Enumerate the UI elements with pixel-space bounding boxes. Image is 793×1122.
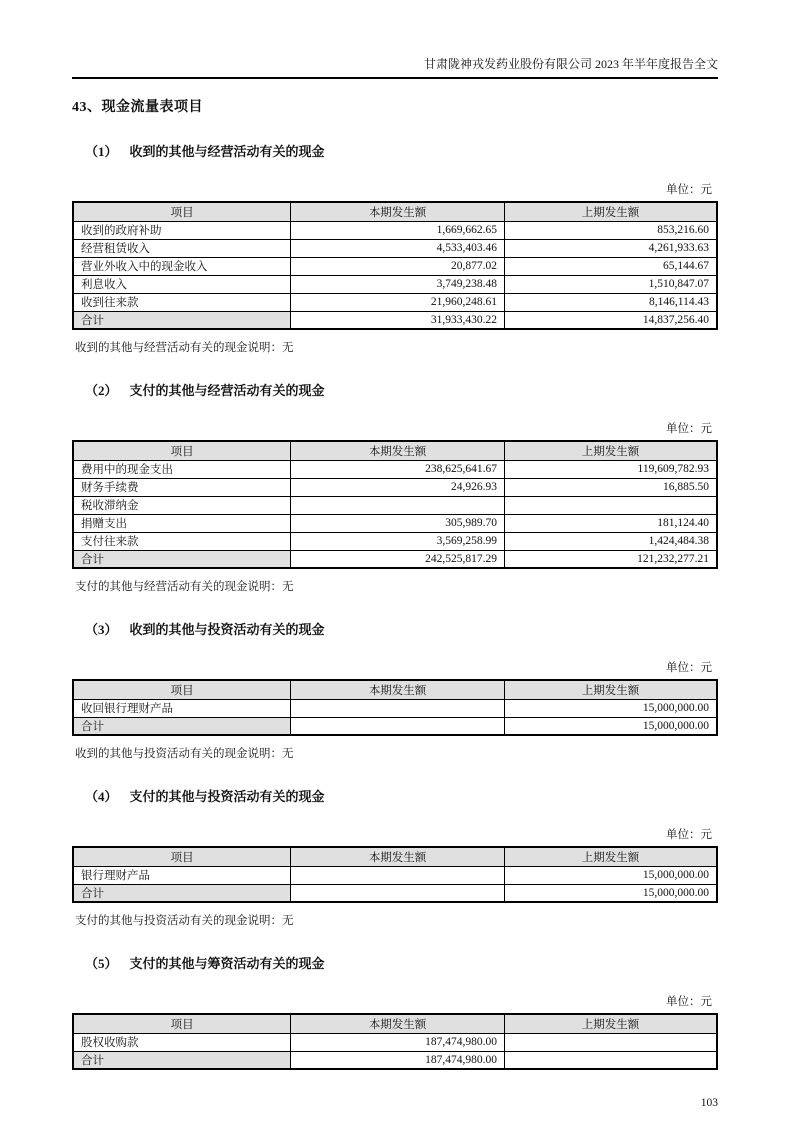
- row-label-cell: 营业外收入中的现金收入: [73, 257, 291, 275]
- subsection-heading: [72, 380, 718, 399]
- subsection-title: 支付的其他与经营活动有关的现金: [129, 383, 325, 398]
- value-cell: [291, 866, 505, 884]
- table-header-row: [73, 847, 717, 866]
- value-cell: [291, 699, 505, 717]
- column-header: 项目: [73, 1014, 291, 1033]
- subsection-number: （2）: [85, 383, 118, 398]
- table-head: [73, 202, 717, 221]
- value-cell: [504, 1051, 717, 1069]
- table-row: [73, 460, 717, 478]
- table-row: [73, 257, 717, 275]
- value-cell: 187,474,980.00: [291, 1033, 505, 1051]
- value-cell: 15,000,000.00: [504, 717, 717, 735]
- value-cell: [504, 496, 717, 514]
- value-cell: 15,000,000.00: [504, 866, 717, 884]
- table-row: [73, 221, 717, 239]
- table-header-row: [73, 202, 717, 221]
- subsection-heading: [72, 953, 718, 972]
- value-cell: 853,216.60: [504, 221, 717, 239]
- column-header: 上期发生额: [504, 847, 717, 866]
- subsection-heading: [72, 619, 718, 638]
- row-label-cell: 合计: [73, 884, 291, 902]
- column-header: 上期发生额: [504, 680, 717, 699]
- row-label-cell: 利息收入: [73, 275, 291, 293]
- table-body: [73, 866, 717, 902]
- table-note: 收到的其他与经营活动有关的现金说明：无: [75, 342, 294, 354]
- value-cell: 31,933,430.22: [291, 311, 505, 329]
- value-cell: 305,989.70: [291, 514, 505, 532]
- column-header: 本期发生额: [291, 441, 505, 460]
- value-cell: 3,749,238.48: [291, 275, 505, 293]
- table-row: [73, 866, 717, 884]
- value-cell: 1,424,484.38: [504, 532, 717, 550]
- table-body: [73, 1033, 717, 1069]
- unit-label: 单位：元: [666, 662, 712, 674]
- subsection: [72, 953, 718, 1070]
- section-title: 43、现金流量表项目: [72, 100, 203, 115]
- table-row: [73, 239, 717, 257]
- value-cell: 3,569,258.99: [291, 532, 505, 550]
- row-label-cell: 收到往来款: [73, 293, 291, 311]
- value-cell: [291, 717, 505, 735]
- table-row: [73, 532, 717, 550]
- column-header: 项目: [73, 680, 291, 699]
- row-label-cell: 股权收购款: [73, 1033, 291, 1051]
- data-table: [72, 846, 718, 903]
- table-row: [73, 293, 717, 311]
- document-header-title: 甘肃陇神戎发药业股份有限公司 2023 年半年度报告全文: [423, 57, 718, 71]
- value-cell: 181,124.40: [504, 514, 717, 532]
- column-header: 项目: [73, 441, 291, 460]
- value-cell: 15,000,000.00: [504, 884, 717, 902]
- subsection: [72, 141, 718, 355]
- table-body: [73, 699, 717, 735]
- row-label-cell: 收到的政府补助: [73, 221, 291, 239]
- value-cell: 4,533,403.46: [291, 239, 505, 257]
- data-table: [72, 201, 718, 330]
- column-header: 上期发生额: [504, 1014, 717, 1033]
- total-row: [73, 884, 717, 902]
- value-cell: 14,837,256.40: [504, 311, 717, 329]
- table-note: 支付的其他与经营活动有关的现金说明：无: [75, 581, 294, 593]
- unit-label: 单位：元: [666, 996, 712, 1008]
- subsection-heading: [72, 141, 718, 160]
- subsection-title: 支付的其他与投资活动有关的现金: [129, 789, 325, 804]
- data-table: [72, 440, 718, 569]
- subsection-number: （5）: [85, 956, 118, 971]
- row-label-cell: 银行理财产品: [73, 866, 291, 884]
- subsection-heading: [72, 786, 718, 805]
- value-cell: 21,960,248.61: [291, 293, 505, 311]
- document-header: [72, 56, 718, 79]
- value-cell: 8,146,114.43: [504, 293, 717, 311]
- value-cell: 121,232,277.21: [504, 550, 717, 568]
- column-header: 本期发生额: [291, 680, 505, 699]
- table-head: [73, 1014, 717, 1033]
- total-row: [73, 550, 717, 568]
- total-row: [73, 311, 717, 329]
- table-row: [73, 478, 717, 496]
- total-row: [73, 1051, 717, 1069]
- table-header-row: [73, 441, 717, 460]
- subsection-title: 收到的其他与投资活动有关的现金: [129, 622, 325, 637]
- value-cell: [291, 496, 505, 514]
- subsection-number: （3）: [85, 622, 118, 637]
- value-cell: 238,625,641.67: [291, 460, 505, 478]
- unit-label: 单位：元: [666, 184, 712, 196]
- subsection: [72, 619, 718, 761]
- value-cell: 119,609,782.93: [504, 460, 717, 478]
- subsection-number: （4）: [85, 789, 118, 804]
- table-header-row: [73, 680, 717, 699]
- value-cell: 20,877.02: [291, 257, 505, 275]
- value-cell: 24,926.93: [291, 478, 505, 496]
- row-label-cell: 支付往来款: [73, 532, 291, 550]
- column-header: 本期发生额: [291, 1014, 505, 1033]
- column-header: 上期发生额: [504, 441, 717, 460]
- table-head: [73, 441, 717, 460]
- table-head: [73, 680, 717, 699]
- table-body: [73, 460, 717, 568]
- value-cell: [291, 884, 505, 902]
- table-row: [73, 514, 717, 532]
- row-label-cell: 合计: [73, 1051, 291, 1069]
- table-row: [73, 275, 717, 293]
- row-label-cell: 合计: [73, 311, 291, 329]
- value-cell: 242,525,817.29: [291, 550, 505, 568]
- row-label-cell: 收回银行理财产品: [73, 699, 291, 717]
- column-header: 上期发生额: [504, 202, 717, 221]
- column-header: 项目: [73, 202, 291, 221]
- table-header-row: [73, 1014, 717, 1033]
- page-number: 103: [700, 1097, 718, 1109]
- column-header: 本期发生额: [291, 202, 505, 221]
- table-row: [73, 1033, 717, 1051]
- column-header: 项目: [73, 847, 291, 866]
- value-cell: 1,510,847.07: [504, 275, 717, 293]
- unit-label: 单位：元: [666, 423, 712, 435]
- value-cell: [504, 1033, 717, 1051]
- row-label-cell: 经营租赁收入: [73, 239, 291, 257]
- subsection-title: 收到的其他与经营活动有关的现金: [129, 144, 325, 159]
- table-note: 收到的其他与投资活动有关的现金说明：无: [75, 748, 294, 760]
- table-row: [73, 699, 717, 717]
- value-cell: 65,144.67: [504, 257, 717, 275]
- unit-label: 单位：元: [666, 829, 712, 841]
- row-label-cell: 合计: [73, 717, 291, 735]
- subsection: [72, 786, 718, 928]
- row-label-cell: 合计: [73, 550, 291, 568]
- subsection-number: （1）: [85, 144, 118, 159]
- row-label-cell: 捐赠支出: [73, 514, 291, 532]
- row-label-cell: 费用中的现金支出: [73, 460, 291, 478]
- subsection-title: 支付的其他与筹资活动有关的现金: [129, 956, 325, 971]
- value-cell: 4,261,933.63: [504, 239, 717, 257]
- data-table: [72, 679, 718, 736]
- total-row: [73, 717, 717, 735]
- value-cell: 16,885.50: [504, 478, 717, 496]
- row-label-cell: 税收滞纳金: [73, 496, 291, 514]
- row-label-cell: 财务手续费: [73, 478, 291, 496]
- report-body: [72, 141, 718, 1070]
- subsection: [72, 380, 718, 594]
- table-note: 支付的其他与投资活动有关的现金说明：无: [75, 915, 294, 927]
- table-body: [73, 221, 717, 329]
- value-cell: 15,000,000.00: [504, 699, 717, 717]
- data-table: [72, 1013, 718, 1070]
- value-cell: 1,669,662.65: [291, 221, 505, 239]
- table-row: [73, 496, 717, 514]
- value-cell: 187,474,980.00: [291, 1051, 505, 1069]
- column-header: 本期发生额: [291, 847, 505, 866]
- table-head: [73, 847, 717, 866]
